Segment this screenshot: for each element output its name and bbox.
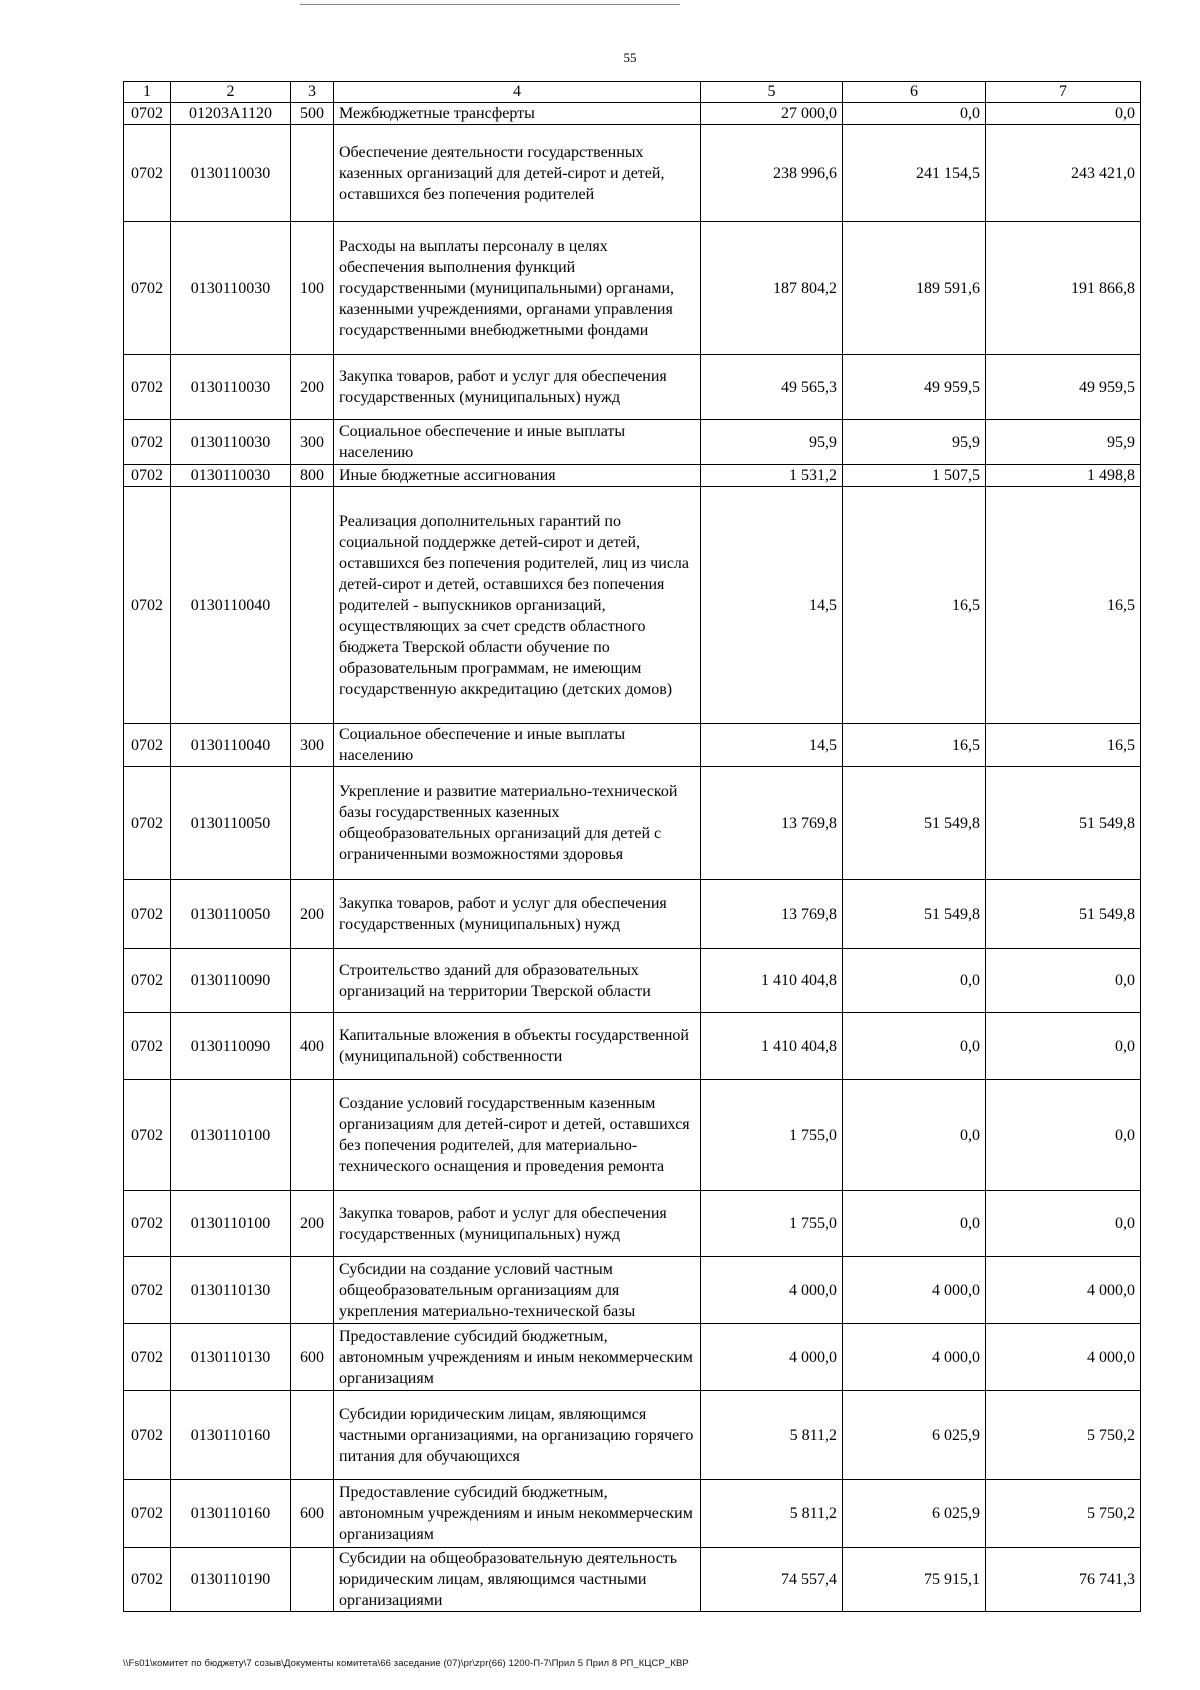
table-row bbox=[124, 1391, 1141, 1480]
target-article-cell: 0130110160 bbox=[171, 1480, 291, 1548]
expense-type-cell: 800 bbox=[291, 465, 334, 487]
amount-year3-cell: 0,0 bbox=[986, 1080, 1141, 1191]
expense-type-cell: 600 bbox=[291, 1480, 334, 1548]
amount-year1-cell: 49 565,3 bbox=[701, 355, 843, 420]
target-article-cell: 0130110030 bbox=[171, 465, 291, 487]
amount-year3-cell: 0,0 bbox=[986, 1013, 1141, 1080]
amount-year3-cell: 95,9 bbox=[986, 420, 1141, 465]
expense-type-cell bbox=[291, 1080, 334, 1191]
target-article-cell: 0130110030 bbox=[171, 420, 291, 465]
section-code-cell: 0702 bbox=[124, 1080, 171, 1191]
amount-year1-cell: 74 557,4 bbox=[701, 1548, 843, 1612]
amount-year3-cell: 0,0 bbox=[986, 1191, 1141, 1257]
amount-year1-cell: 4 000,0 bbox=[701, 1257, 843, 1324]
amount-year1-cell: 1 410 404,8 bbox=[701, 949, 843, 1013]
amount-year1-cell: 14,5 bbox=[701, 724, 843, 767]
description-cell: Субсидии юридическим лицам, являющимся частными организациями, на организацию горячего питания для обучающихся bbox=[334, 1391, 701, 1480]
amount-year1-cell: 5 811,2 bbox=[701, 1480, 843, 1548]
table-row bbox=[124, 1480, 1141, 1548]
section-code-cell: 0702 bbox=[124, 465, 171, 487]
target-article-cell: 0130110130 bbox=[171, 1324, 291, 1391]
scan-edge-line bbox=[300, 4, 680, 5]
target-article-cell: 0130110090 bbox=[171, 1013, 291, 1080]
section-code-cell: 0702 bbox=[124, 420, 171, 465]
table-row bbox=[124, 767, 1141, 880]
amount-year2-cell: 189 591,6 bbox=[843, 222, 986, 355]
amount-year1-cell: 1 755,0 bbox=[701, 1191, 843, 1257]
amount-year2-cell: 4 000,0 bbox=[843, 1257, 986, 1324]
column-header: 4 bbox=[334, 82, 701, 103]
amount-year3-cell: 16,5 bbox=[986, 724, 1141, 767]
target-article-cell: 0130110100 bbox=[171, 1080, 291, 1191]
target-article-cell: 0130110040 bbox=[171, 724, 291, 767]
column-header: 6 bbox=[843, 82, 986, 103]
expense-type-cell bbox=[291, 125, 334, 222]
column-header: 1 bbox=[124, 82, 171, 103]
expense-type-cell: 300 bbox=[291, 724, 334, 767]
amount-year3-cell: 191 866,8 bbox=[986, 222, 1141, 355]
section-code-cell: 0702 bbox=[124, 1480, 171, 1548]
budget-table bbox=[123, 81, 1141, 1612]
table-row bbox=[124, 1257, 1141, 1324]
description-cell: Создание условий государственным казенным организациям для детей-сирот и детей, оставшихся без попечения родителей, для материально-технического оснащения и проведения ремонта bbox=[334, 1080, 701, 1191]
target-article-cell: 01203A1120 bbox=[171, 103, 291, 125]
section-code-cell: 0702 bbox=[124, 1013, 171, 1080]
amount-year2-cell: 75 915,1 bbox=[843, 1548, 986, 1612]
amount-year1-cell: 5 811,2 bbox=[701, 1391, 843, 1480]
amount-year2-cell: 0,0 bbox=[843, 949, 986, 1013]
file-path-footer: \\Fs01\комитет по бюджету\7 созыв\Документы комитета\66 заседание (07)\pr\zpr(66) 1200-П-7\Прил 5 Прил 8 РП_КЦСР_КВР bbox=[123, 1658, 689, 1669]
amount-year1-cell: 1 531,2 bbox=[701, 465, 843, 487]
expense-type-cell: 600 bbox=[291, 1324, 334, 1391]
amount-year2-cell: 16,5 bbox=[843, 487, 986, 724]
amount-year2-cell: 51 549,8 bbox=[843, 767, 986, 880]
amount-year3-cell: 243 421,0 bbox=[986, 125, 1141, 222]
description-cell: Укрепление и развитие материально-технической базы государственных казенных общеобразовательных организаций для детей с ограниченными возможностями здоровья bbox=[334, 767, 701, 880]
section-code-cell: 0702 bbox=[124, 1191, 171, 1257]
section-code-cell: 0702 bbox=[124, 222, 171, 355]
description-cell: Закупка товаров, работ и услуг для обеспечения государственных (муниципальных) нужд bbox=[334, 880, 701, 949]
section-code-cell: 0702 bbox=[124, 880, 171, 949]
amount-year1-cell: 95,9 bbox=[701, 420, 843, 465]
amount-year1-cell: 4 000,0 bbox=[701, 1324, 843, 1391]
table-row bbox=[124, 1013, 1141, 1080]
expense-type-cell bbox=[291, 767, 334, 880]
description-cell: Обеспечение деятельности государственных казенных организаций для детей-сирот и детей, оставшихся без попечения родителей bbox=[334, 125, 701, 222]
amount-year1-cell: 13 769,8 bbox=[701, 880, 843, 949]
amount-year2-cell: 0,0 bbox=[843, 1080, 986, 1191]
target-article-cell: 0130110090 bbox=[171, 949, 291, 1013]
table-row bbox=[124, 222, 1141, 355]
target-article-cell: 0130110030 bbox=[171, 125, 291, 222]
amount-year2-cell: 51 549,8 bbox=[843, 880, 986, 949]
expense-type-cell: 400 bbox=[291, 1013, 334, 1080]
amount-year3-cell: 51 549,8 bbox=[986, 767, 1141, 880]
description-cell: Капитальные вложения в объекты государственной (муниципальной) собственности bbox=[334, 1013, 701, 1080]
description-cell: Расходы на выплаты персоналу в целях обеспечения выполнения функций государственными (муниципальными) органами, казенными учреждениями, органами управления государственными внебюджетными фондами bbox=[334, 222, 701, 355]
section-code-cell: 0702 bbox=[124, 355, 171, 420]
description-cell: Субсидии на общеобразовательную деятельность юридическим лицам, являющимся частными организациями bbox=[334, 1548, 701, 1612]
amount-year3-cell: 0,0 bbox=[986, 949, 1141, 1013]
expense-type-cell: 200 bbox=[291, 880, 334, 949]
table-row bbox=[124, 1191, 1141, 1257]
amount-year1-cell: 27 000,0 bbox=[701, 103, 843, 125]
table-row bbox=[124, 949, 1141, 1013]
amount-year2-cell: 95,9 bbox=[843, 420, 986, 465]
column-header: 5 bbox=[701, 82, 843, 103]
section-code-cell: 0702 bbox=[124, 1391, 171, 1480]
section-code-cell: 0702 bbox=[124, 1324, 171, 1391]
target-article-cell: 0130110030 bbox=[171, 355, 291, 420]
amount-year2-cell: 0,0 bbox=[843, 103, 986, 125]
expense-type-cell: 300 bbox=[291, 420, 334, 465]
amount-year3-cell: 5 750,2 bbox=[986, 1391, 1141, 1480]
expense-type-cell: 100 bbox=[291, 222, 334, 355]
amount-year2-cell: 6 025,9 bbox=[843, 1391, 986, 1480]
description-cell: Закупка товаров, работ и услуг для обеспечения государственных (муниципальных) нужд bbox=[334, 355, 701, 420]
amount-year1-cell: 13 769,8 bbox=[701, 767, 843, 880]
section-code-cell: 0702 bbox=[124, 949, 171, 1013]
description-cell: Социальное обеспечение и иные выплаты населению bbox=[334, 420, 701, 465]
table-row bbox=[124, 880, 1141, 949]
amount-year3-cell: 51 549,8 bbox=[986, 880, 1141, 949]
page-number: 55 bbox=[623, 50, 637, 65]
description-cell: Иные бюджетные ассигнования bbox=[334, 465, 701, 487]
section-code-cell: 0702 bbox=[124, 1548, 171, 1612]
expense-type-cell: 200 bbox=[291, 1191, 334, 1257]
target-article-cell: 0130110050 bbox=[171, 767, 291, 880]
expense-type-cell: 200 bbox=[291, 355, 334, 420]
column-header: 2 bbox=[171, 82, 291, 103]
amount-year2-cell: 0,0 bbox=[843, 1191, 986, 1257]
table-row bbox=[124, 724, 1141, 767]
target-article-cell: 0130110050 bbox=[171, 880, 291, 949]
description-cell: Реализация дополнительных гарантий по социальной поддержке детей-сирот и детей, оставшихся без попечения родителей, лиц из числа детей-сирот и детей, оставшихся без попечения родителей - выпускников организаций, осуществляющих за счет средств областного бюджета Тверской области обучение по образовательным программам, не имеющим государственную аккредитацию (детских домов) bbox=[334, 487, 701, 724]
target-article-cell: 0130110030 bbox=[171, 222, 291, 355]
description-cell: Предоставление субсидий бюджетным, автономным учреждениям и иным некоммерческим организациям bbox=[334, 1480, 701, 1548]
amount-year3-cell: 4 000,0 bbox=[986, 1257, 1141, 1324]
section-code-cell: 0702 bbox=[124, 767, 171, 880]
amount-year1-cell: 238 996,6 bbox=[701, 125, 843, 222]
table-row bbox=[124, 355, 1141, 420]
table-row bbox=[124, 1548, 1141, 1612]
section-code-cell: 0702 bbox=[124, 724, 171, 767]
amount-year2-cell: 4 000,0 bbox=[843, 1324, 986, 1391]
table-row bbox=[124, 420, 1141, 465]
amount-year3-cell: 1 498,8 bbox=[986, 465, 1141, 487]
amount-year1-cell: 187 804,2 bbox=[701, 222, 843, 355]
expense-type-cell: 500 bbox=[291, 103, 334, 125]
description-cell: Строительство зданий для образовательных организаций на территории Тверской области bbox=[334, 949, 701, 1013]
table-row bbox=[124, 465, 1141, 487]
table-row bbox=[124, 1080, 1141, 1191]
section-code-cell: 0702 bbox=[124, 125, 171, 222]
table-row bbox=[124, 103, 1141, 125]
target-article-cell: 0130110190 bbox=[171, 1548, 291, 1612]
amount-year2-cell: 241 154,5 bbox=[843, 125, 986, 222]
target-article-cell: 0130110040 bbox=[171, 487, 291, 724]
description-cell: Межбюджетные трансферты bbox=[334, 103, 701, 125]
description-cell: Социальное обеспечение и иные выплаты населению bbox=[334, 724, 701, 767]
target-article-cell: 0130110100 bbox=[171, 1191, 291, 1257]
amount-year1-cell: 1 755,0 bbox=[701, 1080, 843, 1191]
expense-type-cell bbox=[291, 1548, 334, 1612]
section-code-cell: 0702 bbox=[124, 103, 171, 125]
column-header: 7 bbox=[986, 82, 1141, 103]
amount-year3-cell: 76 741,3 bbox=[986, 1548, 1141, 1612]
amount-year3-cell: 49 959,5 bbox=[986, 355, 1141, 420]
description-cell: Субсидии на создание условий частным общеобразовательным организациям для укрепления материально-технической базы bbox=[334, 1257, 701, 1324]
amount-year3-cell: 0,0 bbox=[986, 103, 1141, 125]
table-row bbox=[124, 1324, 1141, 1391]
amount-year3-cell: 5 750,2 bbox=[986, 1480, 1141, 1548]
description-cell: Предоставление субсидий бюджетным, автономным учреждениям и иным некоммерческим организациям bbox=[334, 1324, 701, 1391]
amount-year2-cell: 49 959,5 bbox=[843, 355, 986, 420]
header-row bbox=[124, 82, 1141, 103]
amount-year2-cell: 1 507,5 bbox=[843, 465, 986, 487]
expense-type-cell bbox=[291, 1391, 334, 1480]
table-row bbox=[124, 487, 1141, 724]
target-article-cell: 0130110130 bbox=[171, 1257, 291, 1324]
section-code-cell: 0702 bbox=[124, 1257, 171, 1324]
amount-year2-cell: 6 025,9 bbox=[843, 1480, 986, 1548]
description-cell: Закупка товаров, работ и услуг для обеспечения государственных (муниципальных) нужд bbox=[334, 1191, 701, 1257]
amount-year1-cell: 14,5 bbox=[701, 487, 843, 724]
expense-type-cell bbox=[291, 949, 334, 1013]
section-code-cell: 0702 bbox=[124, 487, 171, 724]
target-article-cell: 0130110160 bbox=[171, 1391, 291, 1480]
amount-year2-cell: 0,0 bbox=[843, 1013, 986, 1080]
amount-year1-cell: 1 410 404,8 bbox=[701, 1013, 843, 1080]
table-row bbox=[124, 125, 1141, 222]
expense-type-cell bbox=[291, 1257, 334, 1324]
amount-year3-cell: 4 000,0 bbox=[986, 1324, 1141, 1391]
column-header: 3 bbox=[291, 82, 334, 103]
expense-type-cell bbox=[291, 487, 334, 724]
amount-year3-cell: 16,5 bbox=[986, 487, 1141, 724]
amount-year2-cell: 16,5 bbox=[843, 724, 986, 767]
